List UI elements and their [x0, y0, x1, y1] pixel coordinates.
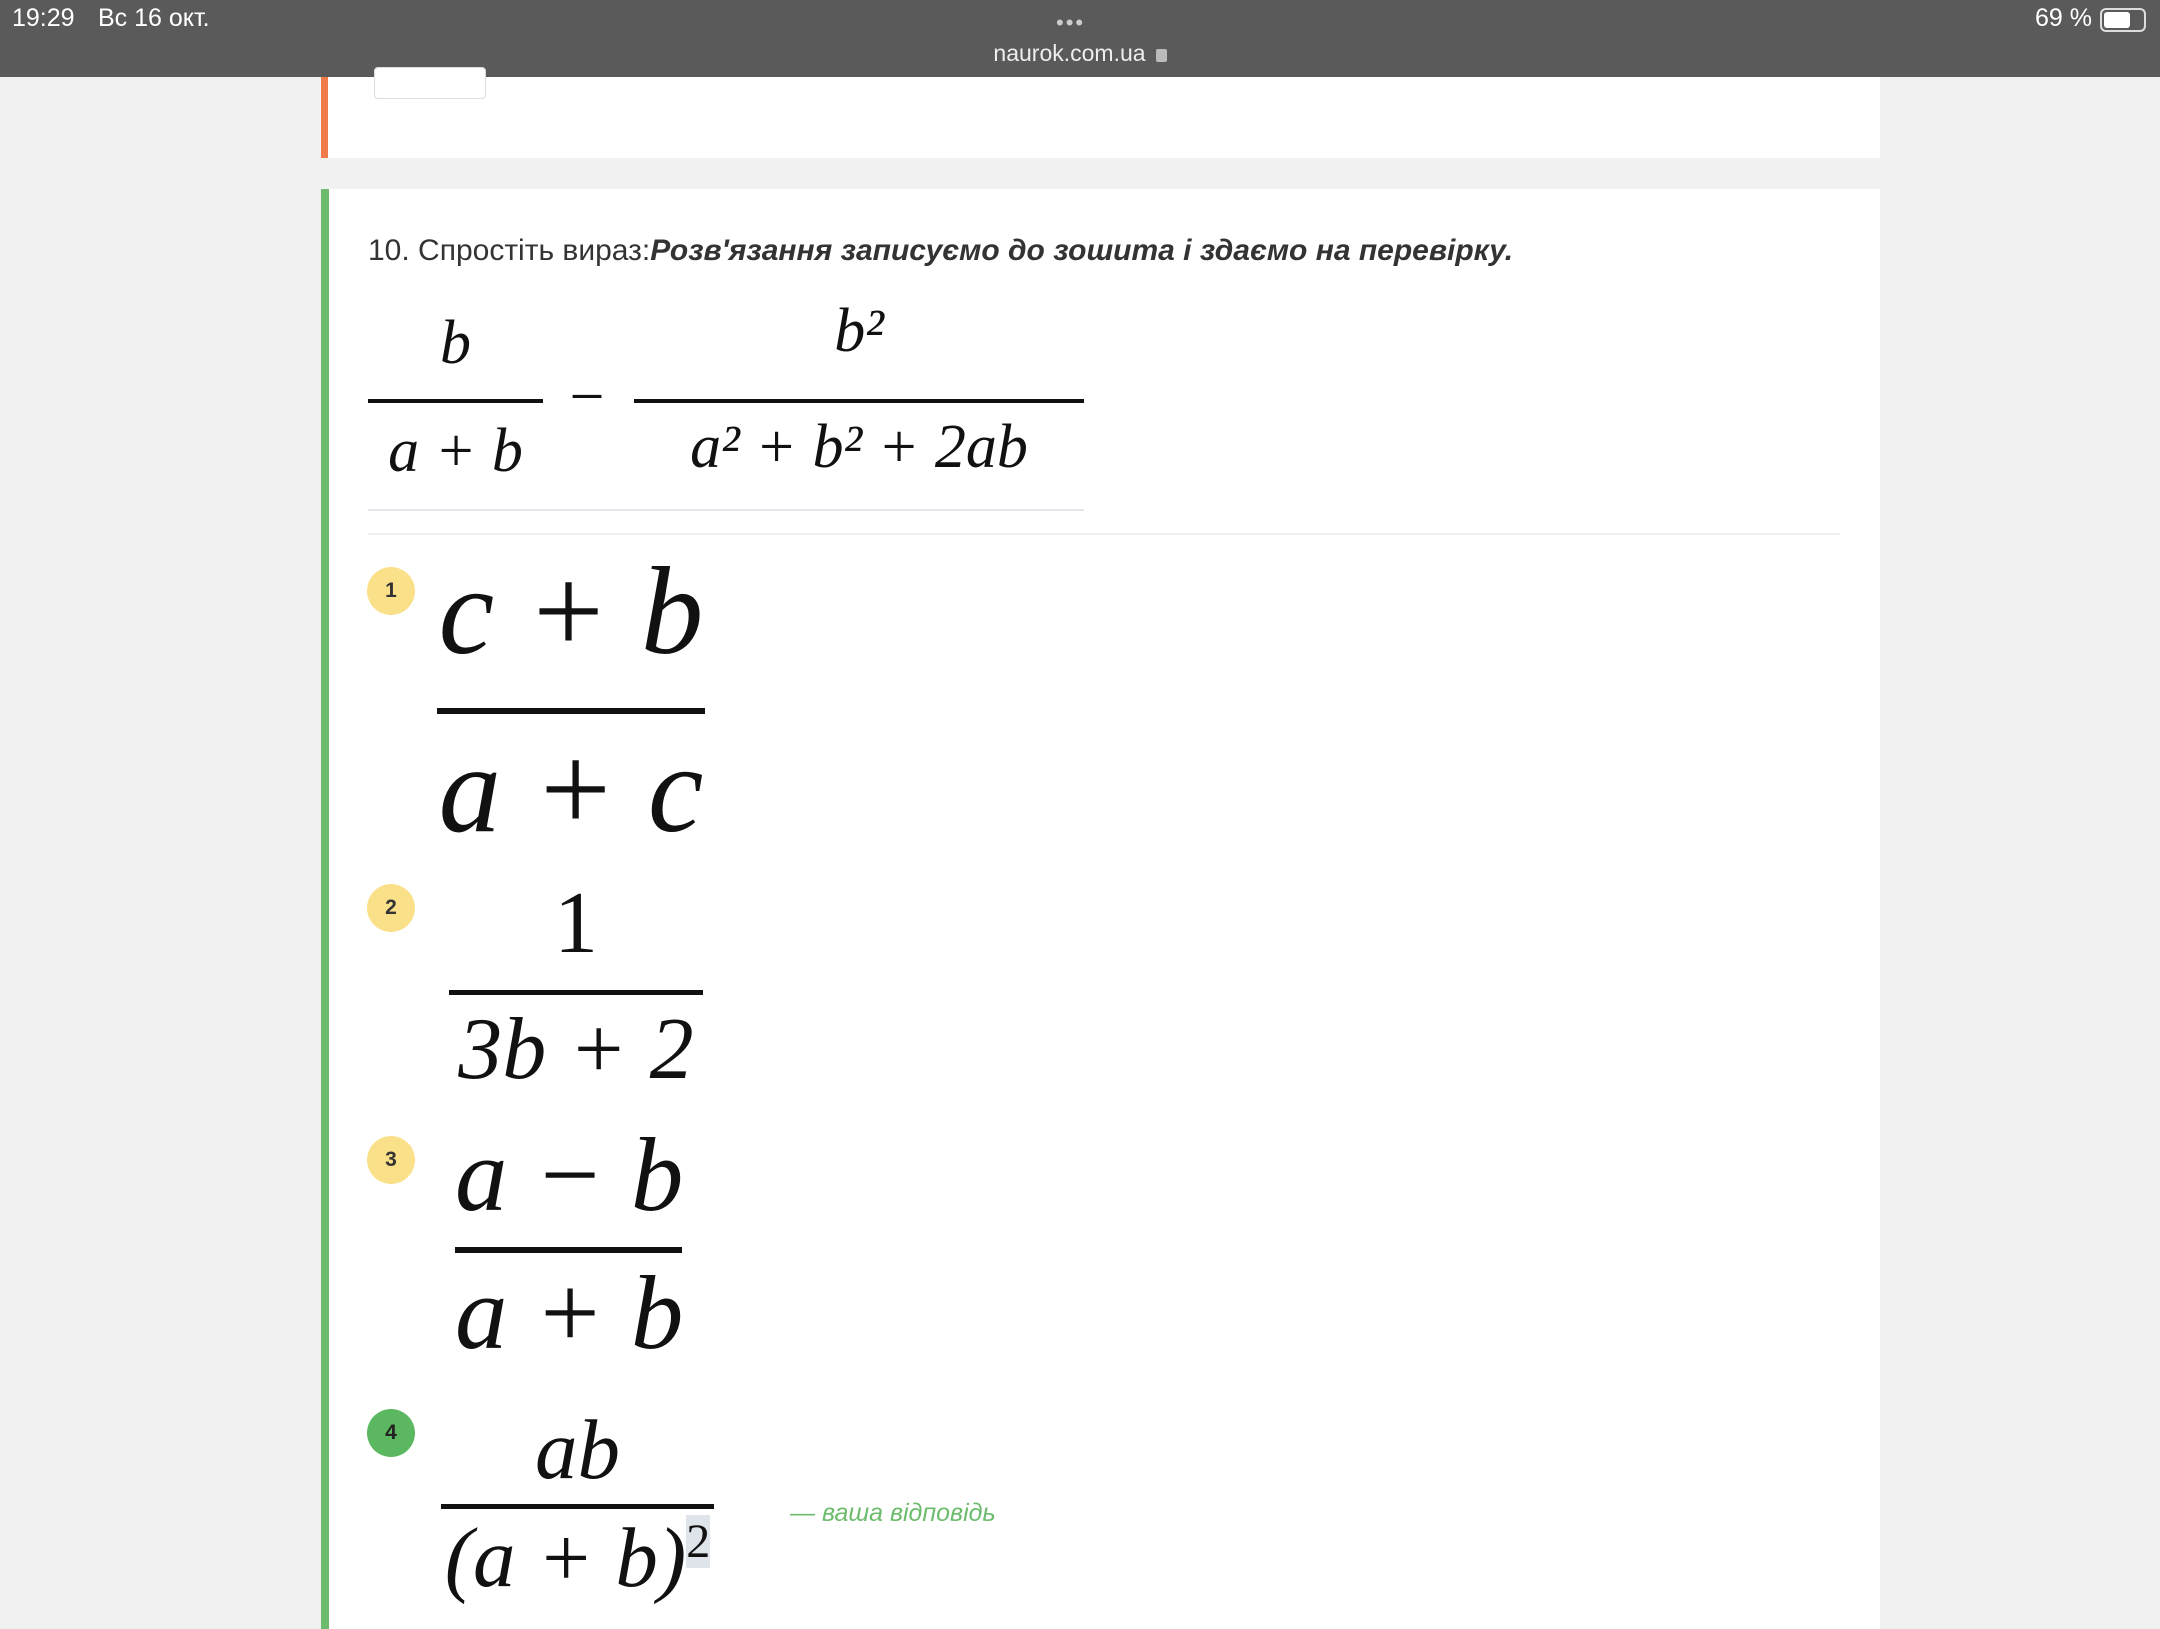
option-denominator: (a + b) [444, 1511, 687, 1605]
expr-left-denominator: a + b [388, 417, 523, 485]
divider [368, 533, 1840, 535]
expr-right-numerator: b² [834, 297, 884, 365]
option-denominator: a + c [438, 721, 704, 859]
more-dots-icon[interactable]: ••• [1056, 10, 1086, 35]
expr-right-denominator: a² + b² + 2ab [690, 413, 1028, 481]
fraction-bar [437, 708, 705, 714]
date: Вс 16 окт. [98, 4, 210, 32]
expression-underline [368, 509, 1084, 511]
previous-answer-button[interactable] [374, 67, 486, 99]
fraction-bar [455, 1247, 682, 1253]
url-text: naurok.com.ua [993, 40, 1146, 66]
option-denominator: 3b + 2 [458, 1001, 694, 1098]
option-badge: 2 [367, 884, 415, 932]
status-bar [0, 0, 2160, 77]
address-bar[interactable] [0, 40, 2160, 67]
lock-icon [1156, 49, 1167, 62]
previous-question-card [321, 77, 1880, 158]
option-badge: 1 [367, 567, 415, 615]
option-denominator: a + b [455, 1254, 684, 1371]
denominator-exponent: 2 [686, 1514, 711, 1568]
question-instruction: Розв'язання записуємо до зошита і здаємо на перевірку. [650, 234, 1514, 267]
battery-icon [2100, 8, 2146, 32]
question-text [368, 234, 1513, 268]
option-numerator: a − b [455, 1116, 684, 1233]
fraction-bar [449, 990, 703, 995]
expr-left-numerator: b [440, 309, 471, 377]
expr-operator: − [569, 363, 605, 431]
option-numerator: ab [535, 1403, 620, 1497]
your-answer-label: — ваша відповідь [790, 1499, 996, 1527]
option-numerator: c + b [438, 543, 704, 681]
fraction-bar [634, 399, 1084, 403]
fraction-bar [441, 1504, 714, 1509]
battery-percent: 69 % [2035, 4, 2092, 32]
clock: 19:29 [12, 4, 75, 32]
option-badge-correct: 4 [367, 1409, 415, 1457]
option-numerator: 1 [554, 875, 598, 972]
fraction-bar [368, 399, 543, 403]
option-badge: 3 [367, 1136, 415, 1184]
question-number: 10. Спростіть вираз: [368, 234, 651, 267]
